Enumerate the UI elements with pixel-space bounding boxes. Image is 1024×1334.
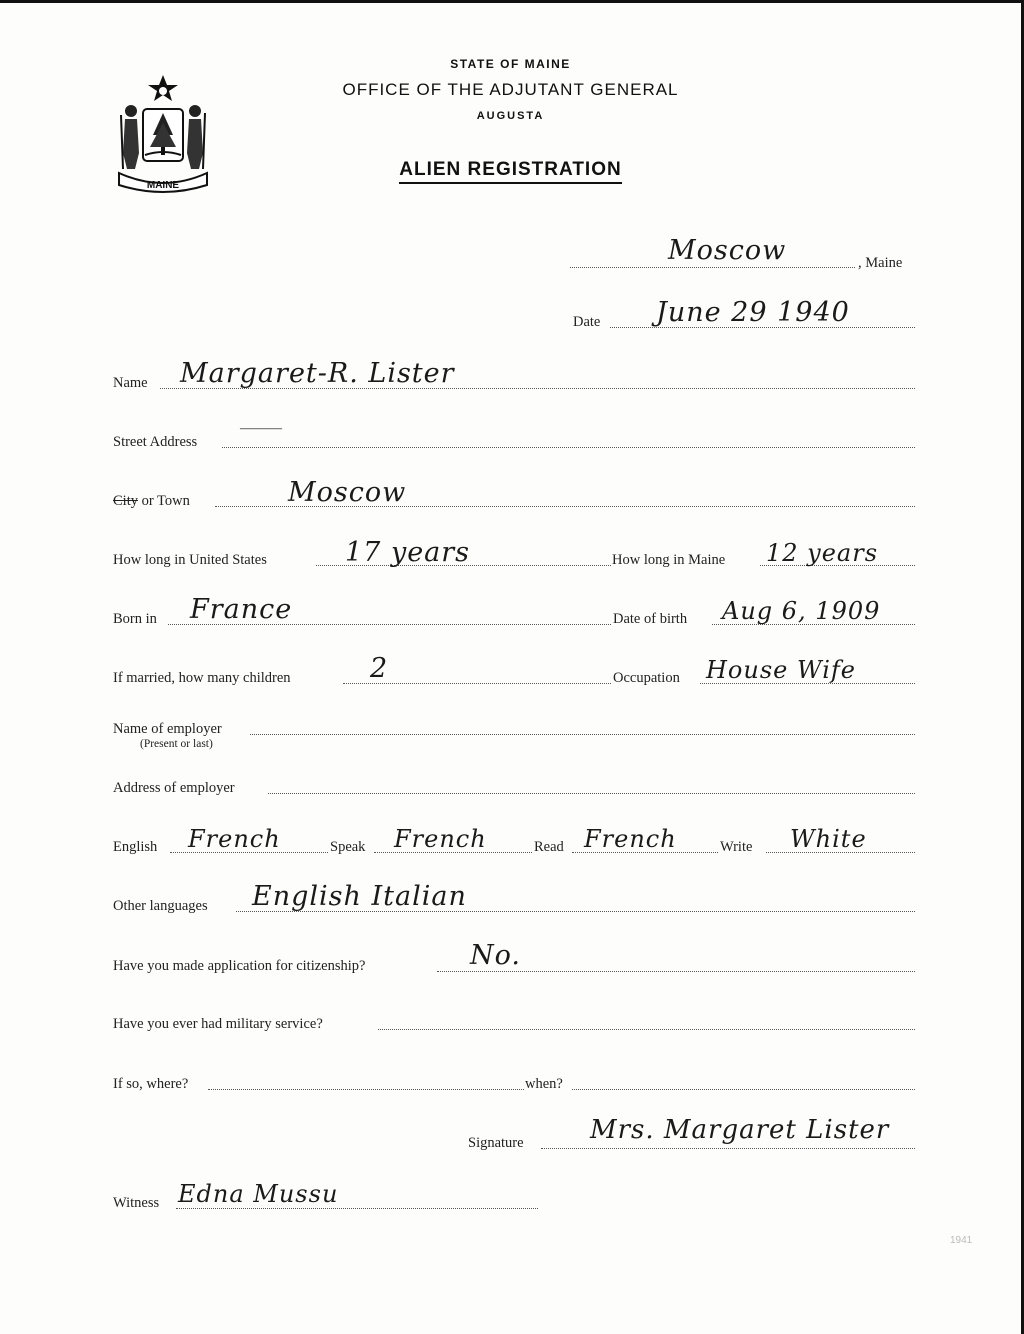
write-value: White [790,825,867,853]
seal-label: MAINE [146,180,180,191]
children-value: 2 [370,653,389,684]
occupation-value: House Wife [706,656,856,684]
read-value: French [584,825,677,853]
dob-value: Aug 6, 1909 [722,597,881,625]
dob-label: Date of birth [613,611,688,627]
town-line [570,267,855,268]
witness-line [176,1208,538,1209]
employer-line [250,734,915,735]
when-label: when? [525,1076,563,1092]
city-value: Moscow [288,477,407,508]
city-label: City or Town [113,493,190,509]
name-label: Name [113,375,148,391]
employer-sub-label: (Present or last) [140,738,213,750]
signature-value: Mrs. Margaret Lister [590,1115,890,1145]
how-long-maine-label: How long in Maine [612,552,726,568]
witness-label: Witness [113,1195,160,1211]
when-line [572,1089,915,1090]
date-label: Date [573,314,601,330]
form-title: ALIEN REGISTRATION [0,159,1021,181]
military-line [378,1029,915,1030]
employer-address-label: Address of employer [113,780,235,796]
date-value: June 29 1940 [656,297,850,328]
employer-label: Name of employer [113,721,222,737]
office-heading: OFFICE OF THE ADJUTANT GENERAL [342,80,679,99]
street-value: ——— [240,421,282,436]
employer-address-line [268,793,915,794]
born-label: Born in [113,611,157,627]
citizenship-label: Have you made application for citizenship? [113,958,366,974]
corner-mark: 1941 [950,1235,973,1246]
signature-label: Signature [468,1135,524,1151]
born-value: France [190,594,293,625]
english-label: English [113,839,158,855]
other-languages-label: Other languages [113,898,208,914]
speak-value: French [394,825,487,853]
where-label: If so, where? [113,1076,189,1092]
signature-line [541,1148,915,1149]
where-line [208,1089,524,1090]
citizenship-value: No. [470,940,521,971]
how-long-us-label: How long in United States [113,552,267,568]
street-label: Street Address [113,434,198,450]
read-label: Read [534,839,564,855]
town-value: Moscow [668,235,787,266]
military-label: Have you ever had military service? [113,1016,323,1032]
name-value: Margaret-R. Lister [180,358,455,389]
how-long-us-value: 17 years [345,537,471,568]
state-heading: STATE OF MAINE [450,57,571,71]
occupation-label: Occupation [613,670,680,686]
maine-suffix: , Maine [858,255,903,271]
children-label: If married, how many children [113,670,291,686]
how-long-maine-value: 12 years [766,539,879,567]
street-line [222,447,915,448]
witness-value: Edna Mussu [178,1180,339,1208]
write-label: Write [720,839,753,855]
english-value: French [188,825,281,853]
city-heading: AUGUSTA [476,110,545,122]
speak-label: Speak [330,839,366,855]
citizenship-line [437,971,915,972]
other-languages-value: English Italian [252,881,467,912]
